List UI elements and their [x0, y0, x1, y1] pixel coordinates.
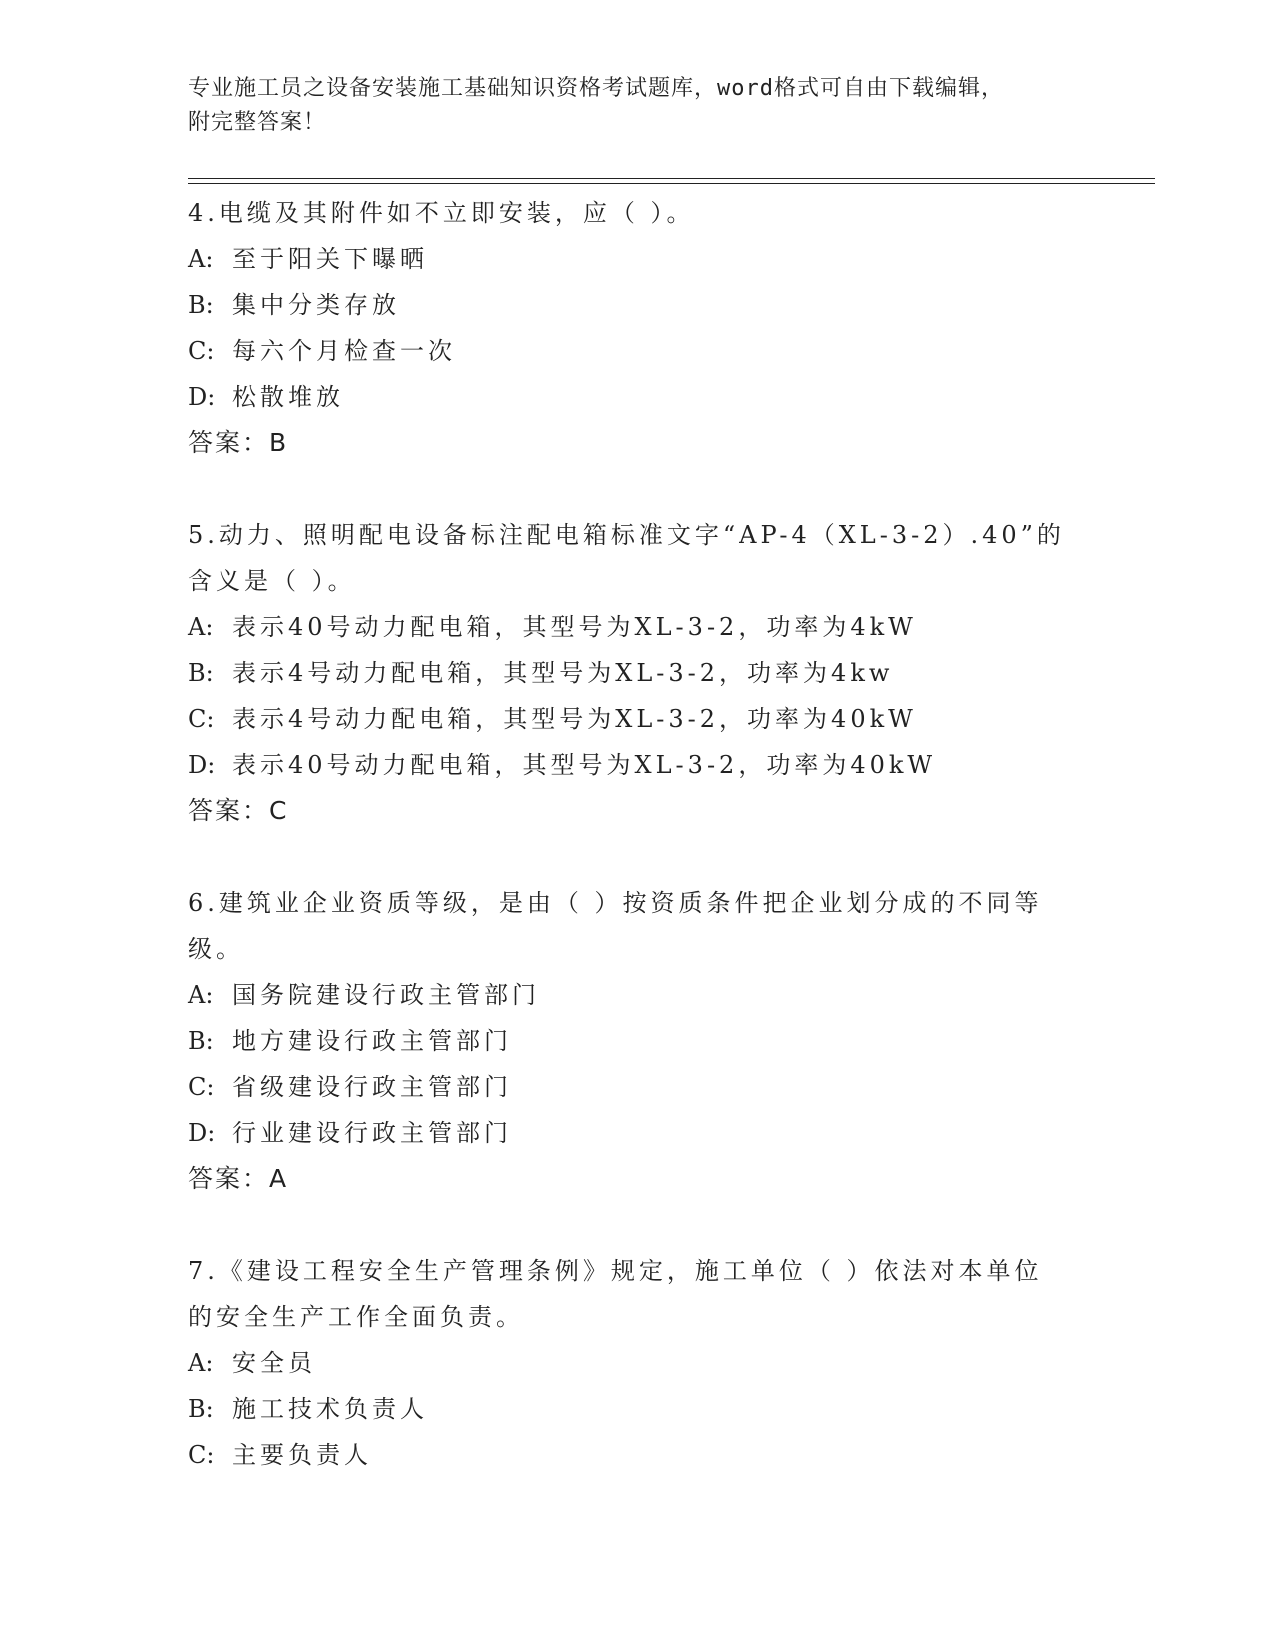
option-text: 表示40号动力配电箱，其型号为XL-3-2，功率为4kW: [232, 613, 917, 641]
option-text: 行业建设行政主管部门: [232, 1119, 512, 1147]
option-key: A:: [188, 245, 214, 273]
question-stem-line: 的安全生产工作全面负责。: [188, 1303, 524, 1331]
option-a: [188, 604, 1088, 650]
answer-line: 答案：C: [188, 796, 289, 825]
question-4: [188, 190, 1088, 466]
header-divider-top: [188, 178, 1155, 179]
option-key: A:: [188, 1349, 214, 1377]
question-stem: [188, 190, 1088, 236]
option-text: 表示4号动力配电箱，其型号为XL-3-2，功率为4kw: [232, 659, 894, 687]
option-d: [188, 374, 1088, 420]
option-key: B:: [188, 659, 214, 687]
option-key: B:: [188, 1395, 214, 1423]
question-5: [188, 512, 1088, 834]
option-text: 每六个月检查一次: [232, 337, 456, 365]
question-stem: [188, 512, 1088, 604]
option-text: 国务院建设行政主管部门: [232, 981, 540, 1009]
question-stem-line: 4.电缆及其附件如不立即安装，应（ ）。: [188, 199, 695, 227]
option-text: 表示40号动力配电箱，其型号为XL-3-2，功率为40kW: [232, 751, 937, 779]
answer-line: 答案：B: [188, 428, 289, 457]
option-key: D:: [188, 383, 216, 411]
question-stem-line: 7.《建设工程安全生产管理条例》规定，施工单位（ ）依法对本单位: [188, 1257, 1043, 1285]
header-line-1: 专业施工员之设备安装施工基础知识资格考试题库，word格式可自由下载编辑，: [188, 76, 1004, 101]
option-c: [188, 696, 1088, 742]
option-text: 至于阳关下曝晒: [232, 245, 428, 273]
option-d: [188, 1110, 1088, 1156]
option-text: 表示4号动力配电箱，其型号为XL-3-2，功率为40kW: [232, 705, 917, 733]
option-text: 省级建设行政主管部门: [232, 1073, 512, 1101]
question-7: [188, 1248, 1088, 1478]
option-b: [188, 1386, 1088, 1432]
option-key: B:: [188, 291, 214, 319]
option-text: 地方建设行政主管部门: [232, 1027, 512, 1055]
option-key: B:: [188, 1027, 214, 1055]
option-b: [188, 282, 1088, 328]
question-6: [188, 880, 1088, 1202]
option-key: D:: [188, 751, 216, 779]
option-text: 安全员: [232, 1349, 316, 1377]
option-a: [188, 236, 1088, 282]
option-text: 主要负责人: [232, 1441, 372, 1469]
option-key: C:: [188, 705, 215, 733]
option-b: [188, 1018, 1088, 1064]
option-a: [188, 972, 1088, 1018]
question-list: [188, 190, 1088, 1524]
option-key: A:: [188, 613, 214, 641]
option-key: C:: [188, 1073, 215, 1101]
question-stem: [188, 880, 1088, 972]
option-text: 集中分类存放: [232, 291, 400, 319]
header-line-2: 附完整答案！: [188, 110, 327, 135]
option-text: 松散堆放: [232, 383, 344, 411]
option-b: [188, 650, 1088, 696]
answer-line: 答案：A: [188, 1164, 289, 1193]
document-header: [188, 72, 1088, 140]
option-a: [188, 1340, 1088, 1386]
option-c: [188, 1432, 1088, 1478]
option-d: [188, 742, 1088, 788]
option-key: C:: [188, 1441, 215, 1469]
question-stem: [188, 1248, 1088, 1340]
question-stem-line: 级。: [188, 935, 244, 963]
option-key: C:: [188, 337, 215, 365]
question-stem-line: 含义是（ ）。: [188, 567, 356, 595]
option-text: 施工技术负责人: [232, 1395, 428, 1423]
option-key: A:: [188, 981, 214, 1009]
option-key: D:: [188, 1119, 216, 1147]
option-c: [188, 328, 1088, 374]
header-divider-bottom: [188, 183, 1155, 184]
question-stem-line: 5.动力、照明配电设备标注配电箱标准文字“AP-4（XL-3-2）.40”的: [188, 521, 1065, 549]
question-stem-line: 6.建筑业企业资质等级，是由（ ）按资质条件把企业划分成的不同等: [188, 889, 1043, 917]
option-c: [188, 1064, 1088, 1110]
